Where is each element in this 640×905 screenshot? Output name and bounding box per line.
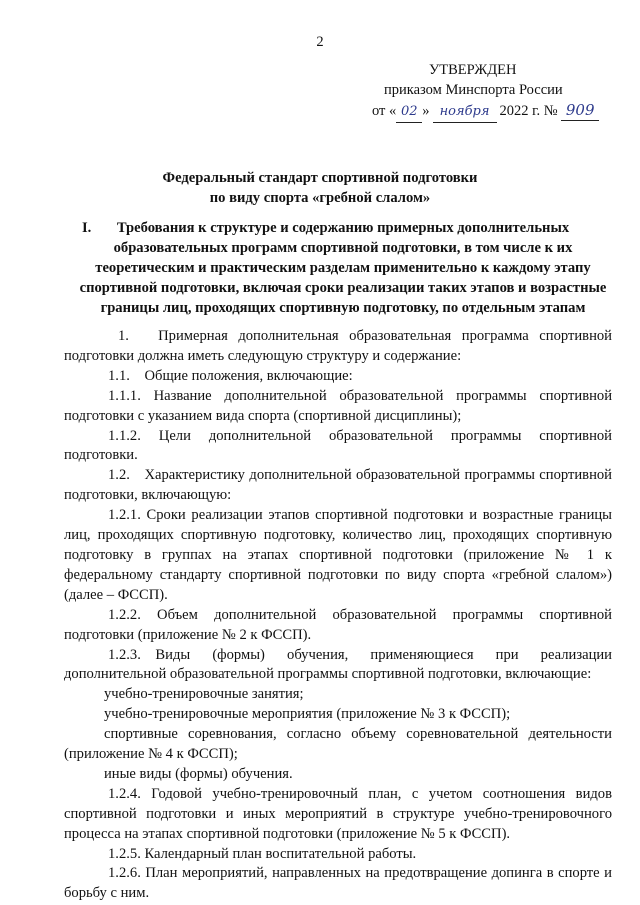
paragraph: 1.1.2. Цели дополнительной образовательной программы спортивной подготовки. [64, 427, 612, 464]
paragraph: спортивные соревнования, согласно объему соревновательной деятельности (приложение № 4 к ФССП); [64, 726, 612, 763]
paragraph: 1.1.1. Название дополнительной образовательной программы спортивной подготовки с указанием вида спорта (спортивной дисциплины); [64, 387, 612, 424]
paragraph: 1.2.6. План мероприятий, направленных на предотвращение допинга в спорте и борьбу с ним. [64, 865, 612, 902]
section-text: Требования к структуре и содержанию примерных дополнительных образовательных программ спортивной подготовки, в том числе к их теоретическим и практическим разделам применительно к каждому этапу спортивной подготовки, включая сроки реализации таких этапов и возрастные границы лиц, проходящих спортивную подготовку, по отдельным этапам [79, 220, 607, 316]
section-number: I. [82, 220, 92, 236]
title-line-2: по виду спорта «гребной слалом» [209, 190, 431, 206]
paragraph: 1.2. Характеристику дополнительной образовательной программы спортивной подготовки, включающую: [64, 467, 612, 504]
paragraph: учебно-тренировочные занятия; [104, 686, 304, 703]
approval-date-line [372, 100, 634, 123]
paragraph: иные виды (формы) обучения. [104, 765, 293, 782]
page-number: 2 [316, 34, 324, 50]
date-year: 2022 г. № [499, 103, 558, 119]
handwritten-order-number: 909 [561, 100, 599, 121]
document-title [60, 168, 580, 208]
paragraph: 1.2.3. Виды (формы) обучения, применяющиеся при реализации дополнительной образовательной программы спортивной подготовки, включающие: [64, 646, 612, 683]
date-mid: » [422, 103, 430, 119]
paragraph: учебно-тренировочные мероприятия (приложение № 3 к ФССП); [104, 706, 511, 723]
approval-title: УТВЕРЖДЕН [429, 62, 517, 78]
handwritten-month: ноября [433, 102, 497, 123]
date-prefix: от « [372, 103, 397, 119]
paragraph: 1.2.2. Объем дополнительной образовательной программы спортивной подготовки (приложение № 2 к ФССП). [64, 606, 612, 643]
paragraph: 1.1. Общие положения, включающие: [108, 367, 353, 384]
approval-order: приказом Минспорта России [384, 82, 563, 98]
title-line-1: Федеральный стандарт спортивной подготовки [162, 170, 478, 186]
paragraph: 1.2.1. Сроки реализации этапов спортивной подготовки и возрастные границы лиц, проходящих спортивную подготовку, количество лиц, проходящих спортивную подготовку в группах на этапах спортивной подготовки (приложение № 1 к федеральному стандарту спортивной подготовки по виду спорта «гребной слалом») (далее – ФССП). [64, 507, 612, 603]
section-heading [64, 218, 612, 318]
document-body [64, 327, 612, 904]
paragraph: 1.2.5. Календарный план воспитательной работы. [108, 845, 417, 862]
paragraph: 1.2.4. Годовой учебно-тренировочный план, с учетом соотношения видов спортивной подготовки и иных мероприятий в структуре учебно-тренировочного процесса на этапах спортивной подготовки (приложение № 5 к ФССП). [64, 785, 612, 842]
handwritten-day: 02 [396, 102, 422, 123]
paragraph: 1. Примерная дополнительная образовательная программа спортивной подготовки должна иметь следующую структуру и содержание: [64, 328, 612, 364]
approval-block [372, 60, 634, 123]
